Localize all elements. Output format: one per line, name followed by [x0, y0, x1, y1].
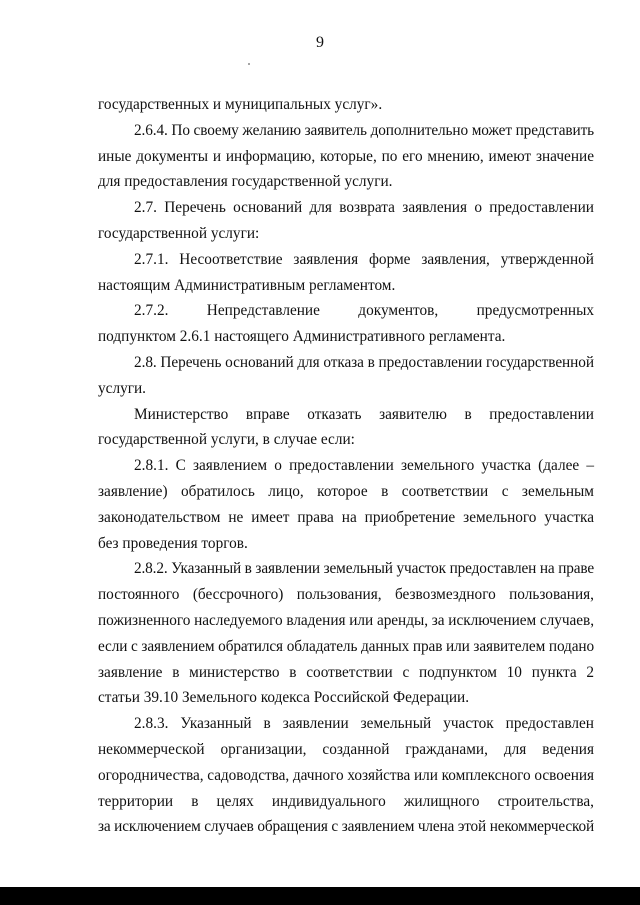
text-line: заявление) обратилось лицо, которое в соответствии с земельным: [98, 482, 594, 500]
text-line: статьи 39.10 Земельного кодекса Российской Федерации.: [98, 689, 470, 707]
text-line: государственной услуги:: [98, 224, 260, 242]
text-line: пожизненного наследуемого владения или аренды, за исключением случаев,: [98, 611, 594, 629]
page-number: 9: [316, 34, 324, 51]
text-line: государственной услуги, в случае если:: [98, 431, 355, 449]
text-line: без проведения торгов.: [98, 534, 248, 552]
text-line: 2.8.3. Указанный в заявлении земельный участок предоставлен: [134, 715, 594, 733]
scan-speck: [248, 63, 250, 65]
text-line: 2.8.1. С заявлением о предоставлении земельного участка (далее –: [134, 457, 594, 475]
text-line: 2.7.1. Несоответствие заявления форме заявления, утвержденной: [134, 250, 594, 268]
text-line: за исключением случаев обращения с заявлением члена этой некоммерческой: [98, 818, 595, 836]
text-line: настоящим Административным регламентом.: [98, 276, 396, 294]
text-line: 2.8.2. Указанный в заявлении земельный участок предоставлен на праве: [134, 560, 594, 578]
text-line: законодательством не имеет права на приобретение земельного участка: [98, 508, 594, 526]
text-line: 2.8. Перечень оснований для отказа в предоставлении государственной: [134, 353, 594, 371]
text-line: некоммерческой организации, созданной гражданами, для ведения: [98, 740, 594, 758]
text-line: 2.7.2. Непредставление документов, предусмотренных: [134, 302, 594, 320]
text-line: Министерство вправе отказать заявителю в предоставлении: [134, 405, 594, 423]
text-line: государственных и муниципальных услуг».: [98, 96, 383, 113]
text-line: подпунктом 2.6.1 настоящего Административного регламента.: [98, 328, 506, 346]
text-line: услуги.: [98, 379, 147, 397]
text-line: огородничества, садоводства, дачного хозяйства или комплексного освоения: [98, 766, 594, 784]
text-line: заявление в министерство в соответствии с подпунктом 10 пункта 2: [98, 663, 594, 681]
text-line: для предоставления государственной услуги.: [98, 173, 393, 191]
text-line: если с заявлением обратился обладатель данных прав или заявителем подано: [98, 637, 594, 655]
text-line: иные документы и информацию, которые, по его мнению, имеют значение: [98, 147, 594, 165]
scan-bottom-border: [0, 887, 640, 905]
text-line: постоянного (бессрочного) пользования, безвозмездного пользования,: [98, 586, 594, 604]
text-line: 2.6.4. По своему желанию заявитель дополнительно может представить: [134, 121, 594, 139]
text-line: территории в целях индивидуального жилищного строительства,: [98, 792, 594, 810]
document-body: [98, 92, 594, 840]
text-line: 2.7. Перечень оснований для возврата заявления о предоставлении: [134, 199, 594, 217]
